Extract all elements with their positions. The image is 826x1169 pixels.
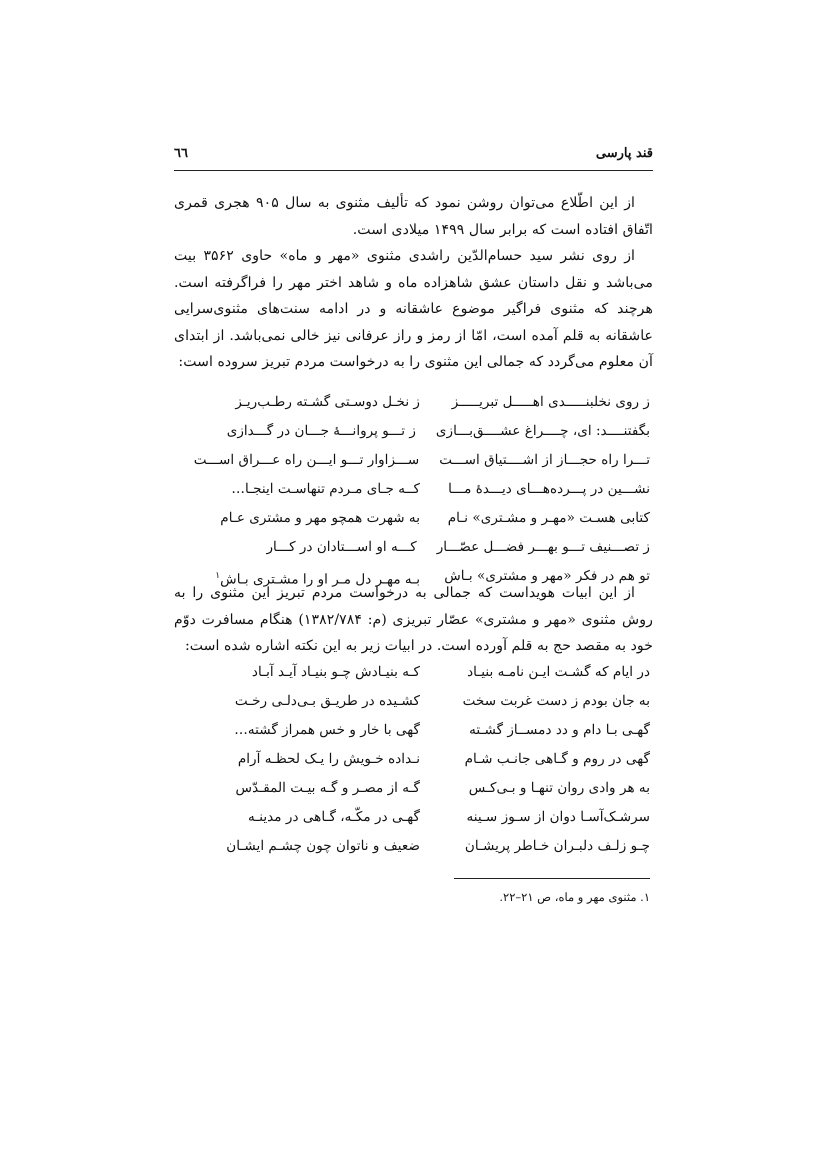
couplet [210,687,650,716]
paragraph: از این اطّلاع می‌توان روشن نمود که تألیف مثنوی به سال ۹۰۵ هجری قمری اتّفاق افتاده است که برابر سال ۱۴۹۹ میلادی است. [174,195,653,238]
hemistich: بگفتنــــد: ای، چــــراغ عشــــق‌بـــازی [435,423,650,439]
verse-block-1 [193,388,650,591]
hemistich: نـداده خـویش را یـک لحظـه آرام [237,751,420,767]
hemistich: کتابی هسـت «مهـر و مشـتری» نـام [447,510,650,526]
couplet [210,388,650,417]
footnote-reference: ١ [215,571,221,581]
hemistich: گهـی در مکّـه، گـاهی در مدینـه [247,809,420,825]
hemistich: گـه از مصـر و گـه بیـت المقـدّس [235,780,420,796]
couplet [210,803,650,832]
hemistich: گهـی بـا دام و دد دمســاز گشـته [469,722,650,738]
hemistich: سرشـک‌آسـا دوان از سـوز سـینه [466,809,650,825]
hemistich: چـو زلـف دلبـران خـاطر پریشـان [464,838,650,854]
couplet [210,716,650,745]
hemistich: تو هم در فکر «مهر و مشتری» بـاش [444,568,650,584]
paragraph-block-1 [174,190,653,376]
footnote: ۱. مثنوی مهر و ماه، ص ۲۱–۲۲. [499,890,650,904]
hemistich: در ایام که گشـت ایـن نامـه بنیـاد [467,664,650,680]
paragraph-block-2 [174,580,653,660]
couplet [210,658,650,687]
page-number: ٦٦ [174,146,188,161]
hemistich: کـــه او اســـتادان در کـــار [266,539,417,555]
hemistich: ز نخـل دوسـتی گشـته رطـب‌ریـز [235,394,420,410]
couplet [210,504,650,533]
footnote-divider [454,878,650,879]
paragraph: از روی نشر سید حسام‌الدّین راشدی مثنوی «مهر و ماه» حاوی ۳۵۶۲ بیت می‌باشد و نقل داستان عشق شاهزاده ماه و شاهد اختر مهر را فراگرفته است. هرچند که مثنوی فراگیر موضوع عاشقانه و در ادامه سنت‌های مثنوی‌سرایی عاشقانه به قلم آمده است، امّا از رمز و راز عرفانی نیز خالی نمی‌باشد. از ابتدای آن معلوم می‌گردد که جمالی این مثنوی را به درخواست مردم تبریز سروده است: [174,248,653,370]
couplet [210,745,650,774]
running-title: قند پارسی [595,146,653,161]
couplet [193,446,650,475]
hemistich: ز تـــو پروانـــهٔ جـــان در گـــدازی [226,423,416,439]
hemistich-text: بـه مهـر دل مـر او را مشـتری بـاش [220,571,420,588]
couplet [210,774,650,803]
hemistich: تـــرا راه حجـــاز از اشــــتیاق اســـت [439,452,650,468]
hemistich: به هر وادی روان تنهـا و بـی‌کـس [468,780,650,796]
hemistich: کــه جـای مـردم تنهاسـت اینجـا… [231,481,420,497]
hemistich: گهی در روم و گـاهی جانـب شـام [464,751,650,767]
page-header [174,146,653,166]
hemistich: نشـــین در پـــرده‌هـــای دیـــدهٔ مـــا [448,481,650,497]
hemistich: ز تصـــنیف تـــو بهـــر فضـــل عصّـــار [436,539,650,555]
header-divider [174,170,653,171]
couplet [210,533,650,562]
hemistich: کـه بنیـادش چـو بنیـاد آیـد آبـاد [251,664,420,680]
couplet [210,475,650,504]
couplet [210,417,650,446]
hemistich: کشـیده در طریـق بـی‌دلـی رخـت [234,693,420,709]
hemistich: ســـزاوار تـــو ایـــن راه عـــراق اســـت [193,452,420,468]
hemistich: به جان بودم ز دست غربت سخت [462,693,650,709]
hemistich: گهی با خار و خس همراز گشته… [234,722,420,738]
hemistich: به شهرت همچو مهر و مشتری عـام [220,510,420,526]
verse-block-2 [210,658,650,861]
hemistich: ضعیف و ناتوان چون چشـم ایشـان [226,838,420,854]
hemistich: ز روی نخلبنـــــدی اهـــــل تبریـــــز [451,394,650,410]
paragraph: از این ابیات هویداست که جمالی به درخواست مردم تبریز این مثنوی را به روش مثنوی «مهر و مشتری» عصّار تبریزی (م: ۱۳۸۲/۷۸۴) هنگام مسافرت دوّم خود به مقصد حج به قلم آورده است. در ابیات زیر به این نکته اشاره شده است: [174,585,653,654]
couplet [210,832,650,861]
